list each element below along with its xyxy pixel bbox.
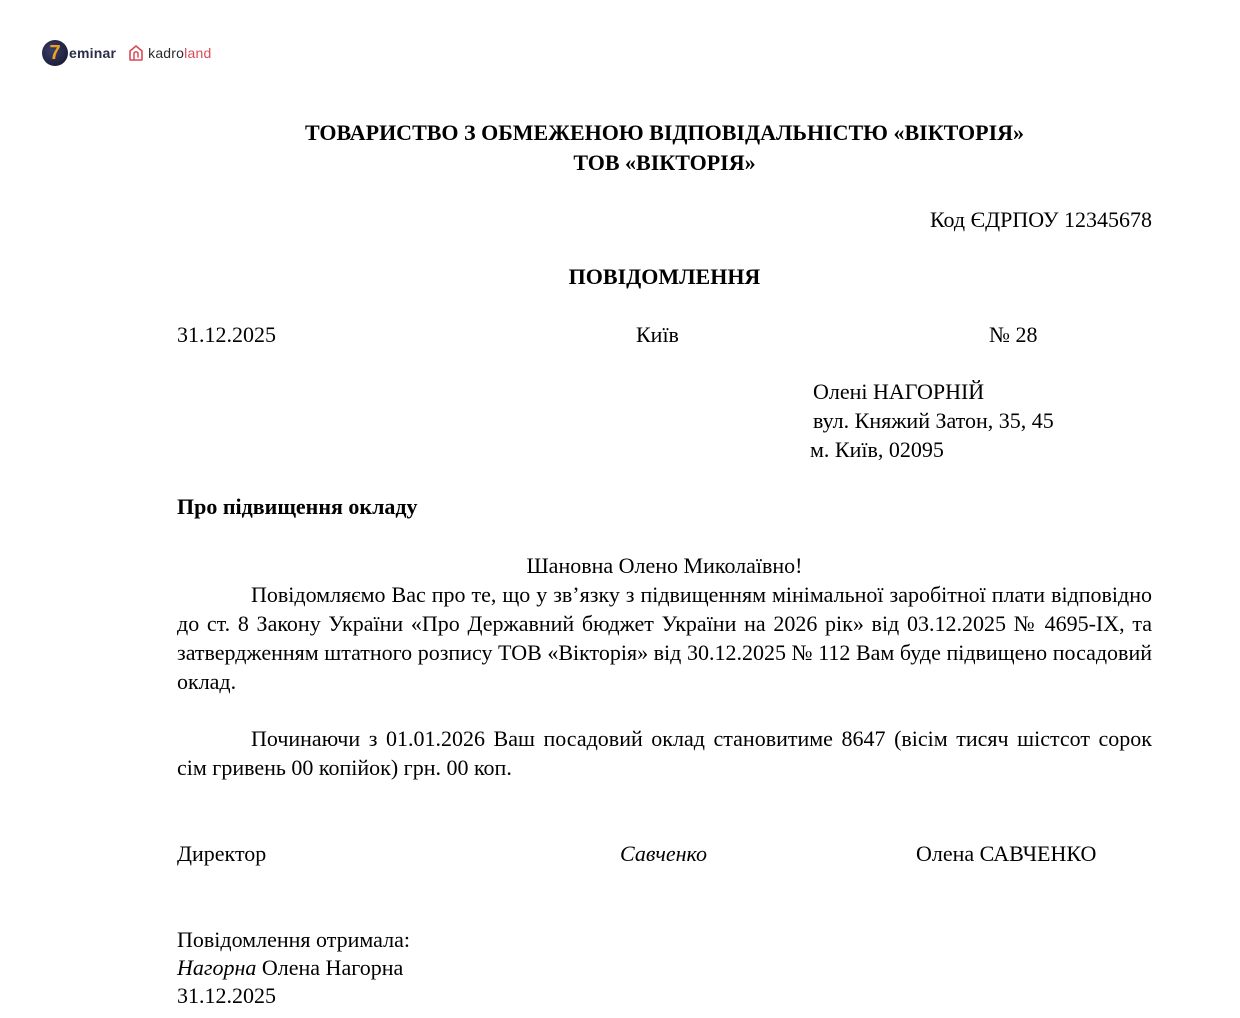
company-short-name: ТОВ «ВІКТОРІЯ» [573, 150, 756, 175]
body-paragraph-2: Починаючи з 01.01.2026 Ваш посадовий оклад становитиме 8647 (вісім тисяч шістсот сорок сім гривень 00 копійок) грн. 00 коп. [177, 726, 1152, 780]
receipt-date: 31.12.2025 [177, 983, 276, 1008]
document-subject: Про підвищення окладу [177, 494, 418, 519]
salutation: Шановна Олено Миколаївно! [526, 553, 803, 578]
company-full-name: ТОВАРИСТВО З ОБМЕЖЕНОЮ ВІДПОВІДАЛЬНІСТЮ «ВІКТОРІЯ» [304, 120, 1025, 145]
addressee-city: м. Київ, 02095 [810, 437, 944, 462]
document-meta-row [177, 320, 1152, 349]
receipt-name: Олена Нагорна [261, 955, 404, 980]
kadroland-text-main: kadro [148, 45, 185, 61]
signer-signature: Савченко [620, 841, 708, 866]
header-logos [42, 40, 211, 66]
kadroland-logo-text [148, 45, 211, 61]
receipt-label: Повідомлення отримала: [177, 927, 410, 952]
document-number: № 28 [989, 322, 1038, 347]
signer-position: Директор [177, 841, 267, 866]
addressee-name: Олені НАГОРНІЙ [813, 379, 985, 404]
seminar-logo-text: eminar [69, 45, 117, 61]
receipt-block [177, 926, 410, 1010]
edrpou-code: Код ЄДРПОУ 12345678 [929, 207, 1152, 232]
document-date: 31.12.2025 [177, 322, 276, 347]
company-header [177, 118, 1152, 178]
receipt-signature-line [177, 954, 410, 982]
addressee-block [810, 377, 1054, 464]
signer-name: Олена САВЧЕНКО [916, 841, 1097, 866]
body-paragraph-1: Повідомляємо Вас про те, що у зв’язку з підвищенням мінімальної заробітної плати відповідно до ст. 8 Закону України «Про Державний бюджет України на 2026 рік» від 03.12.2025 № 4695-IX, та затвердженням штатного розпису ТОВ «Вікторія» від 30.12.2025 № 112 Вам буде підвищено посадовий оклад. [177, 582, 1152, 694]
document-city: Київ [636, 322, 679, 347]
seminar-badge-icon: 7 [42, 40, 68, 66]
kadroland-logo [128, 44, 211, 62]
kadroland-text-accent: land [184, 45, 212, 61]
addressee-street: вул. Княжий Затон, 35, 45 [813, 408, 1054, 433]
document-title: ПОВІДОМЛЕННЯ [568, 264, 761, 289]
seminar-logo [42, 40, 116, 66]
kadroland-house-icon [128, 44, 144, 62]
signature-row [177, 839, 1152, 868]
receipt-signature: Нагорна [177, 955, 257, 980]
